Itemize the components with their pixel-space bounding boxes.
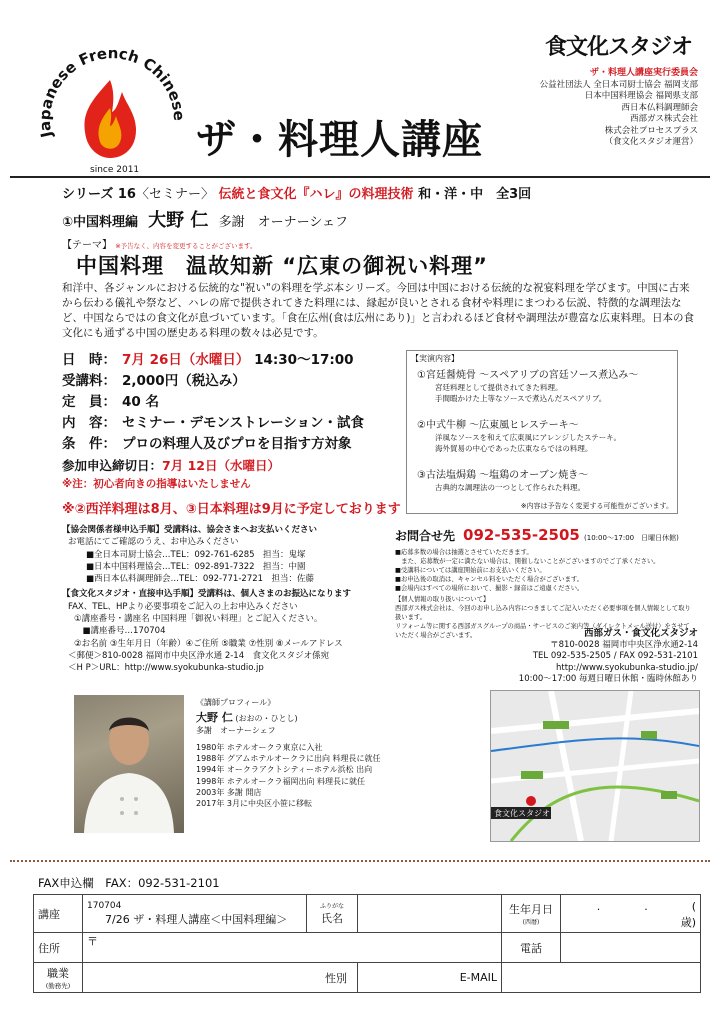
instructor-photo <box>74 695 184 833</box>
job-input[interactable] <box>83 963 358 993</box>
name-input[interactable] <box>358 895 502 933</box>
brand-logo: 食文化スタジオ <box>545 35 693 60</box>
profile-history: 1980年 ホテルオークラ東京に入社 1988年 グアムホテルオークラに出向 料理長に就任 1994年 オークラアクトシティーホテル浜松 出向 1998年 ホテルオークラ福岡出向 料理長に就任 2003年 多謝 開店 2017年 3月に中央区小笹に移転 <box>196 742 381 809</box>
email-label: E-MAIL <box>459 971 497 984</box>
menu-item: ①宮廷醤焼骨 〜スペアリブの宮廷ソース煮込み〜 宮廷料理として提供されてきた料理。 手間暇かけた上等なソースで煮込んだスペアリブ。 <box>417 370 639 403</box>
birth-input[interactable]: . . ( 歳) <box>561 895 701 933</box>
organizer-line: 公益社団法人 全日本司厨士協会 福岡支部 <box>539 79 698 90</box>
event-logo <box>30 40 190 180</box>
venue-url[interactable]: http://www.syokubunka-studio.jp/ <box>555 662 698 673</box>
address-input[interactable]: 〒 <box>83 933 502 963</box>
venue-info: 西部ガス・食文化スタジオ 〒810-0028 福岡市中央区浄水通2-14 TEL 092-535-2505 / FAX 092-531-2101 http://www.syokubunka-studio.jp/ 10:00〜17:00 毎週日曜日休館・臨時休館あり <box>470 628 698 686</box>
page-title: ザ・料理人講座 <box>196 116 483 163</box>
detail-note: ※注：初心者向きの指導はいたしません <box>62 478 251 490</box>
detail-content: 内 容： セミナー・デモンストレーション・試食 <box>62 415 365 431</box>
chapter-label: ①中国料理編 <box>62 215 139 230</box>
map-venue-label: 食文化スタジオ <box>494 809 550 818</box>
instructor-profile: 《講師プロフィール》 大野 仁 (おおの・ひとし) 多謝 オーナーシェフ 1980年 ホテルオークラ東京に入社 1988年 グアムホテルオークラに出向 料理長に就任 1994年 オークラアクトシティーホテル浜松 出向 1998年 ホテルオークラ福岡出向 料理長に就任 2003年 多謝 開店 2017年 3月に中央区小笹に移転 <box>196 697 456 810</box>
chapter-line <box>62 206 348 232</box>
contact-header: お問合せ先 092-535-2505 (10:00〜17:00 日曜日休館) <box>395 526 679 544</box>
menu-heading: 【実演内容】 <box>411 354 459 363</box>
logo-since: since 2011 <box>90 165 140 175</box>
instructor-role: 多謝 オーナーシェフ <box>218 215 349 230</box>
logo-arc-text: Japanese French Chinese <box>35 44 189 140</box>
detail-condition: 条 件： プロの料理人及びプロを目指す方対象 <box>62 436 352 452</box>
address-label: 住所 <box>34 933 83 963</box>
gender-label: 性別 <box>325 971 347 985</box>
fax-header: FAX申込欄 FAX：092-531-2101 <box>38 876 220 890</box>
profile-name: 大野 仁 <box>196 711 233 725</box>
menu-item: ②中式牛柳 〜広東風ヒレステーキ〜 洋風なソースを和えて広東風にアレンジしたステーキ。 海外貿易の中心であった広東ならではの料理。 <box>417 420 621 453</box>
series-number: シリーズ 16 <box>62 187 136 202</box>
series-kind: 〈セミナー〉 <box>135 187 214 202</box>
theme-tag <box>62 236 256 251</box>
phone-input[interactable] <box>561 933 701 963</box>
course-field: 170704 7/26 ザ・料理人講座＜中国料理編＞ <box>83 895 307 933</box>
event-details <box>62 350 402 492</box>
divider <box>10 176 710 178</box>
phone-label: 電話 <box>502 933 561 963</box>
menu-item: ③古法塩焗鶏 〜塩鶏のオーブン焼き〜 古典的な調理法の一つとして作られた料理。 <box>417 470 589 492</box>
email-input[interactable] <box>502 963 701 993</box>
venue-marker-icon <box>526 796 536 806</box>
organizer-block <box>480 68 698 149</box>
contact-phone[interactable]: 092-535-2505 <box>463 526 580 544</box>
contact-notes: ■応募多数の場合は抽選とさせていただきます。 また、応募数が一定に満たない場合は、開催しないことがございますのでご了承ください。 ■受講料については講座開始前にお支払いください。 ■お申込後の取消は、キャンセル料をいただく場合がございます。 ■会場内はすべての場所において、撮影・録音はご遠慮ください。 【個人情報の取り扱いについて】 西部ガス株式会社は、今回のお申し込み内容につきましてご記入いただく必要事項を個人情報として取り扱います。 リフォーム等に関する西部ガスグループの商品・サービスのご案内等（ダイレクトメール送付）をさせていただく場合がございます。 <box>395 549 691 639</box>
fax-application-form <box>33 894 718 993</box>
gender-input[interactable] <box>358 963 502 993</box>
intro-text: 和洋中、各ジャンルにおける伝統的な"祝い"の料理を学ぶ本シリーズ。今回は中国における伝統的な祝宴料理を学びます。中国に古来から伝わる儀礼や祭など、ハレの席で提供されてきた料理には、縁起が良いとされる食材や料理にまつわる伝説、特徴的な調理法など、中国ならではの食文化が息づいています。「食在広州(食は広州にあり)」と言われるほど食材や調理法が豊富な広東料理。日本の食文化にも通ずる中国の歴史ある料理の数々は必見です。 <box>62 282 694 339</box>
organizer-line: 日本中国料理協会 福岡県支部 <box>584 91 698 101</box>
detail-deadline: 参加申込締切日：7月 12日（水曜日） <box>62 458 280 473</box>
birth-label-cell: 生年月日 (西暦) <box>502 895 561 933</box>
detail-date: 日 時： 7月 26日（水曜日） 14:30〜17:00 <box>62 352 354 368</box>
name-label-cell: ふりがな 氏名 <box>307 895 358 933</box>
theme-note: ※予告なく、内容を変更することがございます。 <box>115 242 257 250</box>
schedule-caution: ※②西洋料理は8月、③日本料理は9月に予定しております <box>62 502 401 517</box>
organizer-line: （食文化スタジオ運営） <box>604 137 698 147</box>
detail-fee: 受講料： 2,000円（税込み） <box>62 373 246 389</box>
application-instructions: 【協会関係者様申込手順】受講料は、協会さまへお支払いください お電話にてご確認のうえ、お申込みください ■全日本司厨士協会…TEL：092-761-6285 担当：鬼塚 ■日本中国料理協会…TEL：092-891-7322 担当：中園 ■西日本仏料調理師会…TEL：092-771-2721 担当：佐藤 【食文化スタジオ・直接申込手順】受講料は、個人さまのお振込になります FAX、TEL、HPより必要事項をご記入の上お申込みください ①講座番号・講座名 中国料理「御祝い料理」とご記入ください。 ■講座番号…170704 ②お名前 ③生年月日（年齢）④ご住所 ⑤職業 ⑦性別 ⑧メールアドレス ＜郵便＞810-0028 福岡市中央区浄水通 2-14 食文化スタジオ係宛 ＜H P＞URL：http://www.syokubunka-studio.jp <box>62 524 392 675</box>
course-label: 講座 <box>34 895 83 933</box>
organizer-line: 西日本仏料調理師会 <box>621 102 698 113</box>
organizer-line: 株式会社プロセスプラス <box>604 125 698 136</box>
organizer-heading: ザ・料理人講座実行委員会 <box>589 68 698 78</box>
venue-map <box>490 690 700 842</box>
instructor-name: 大野 仁 <box>148 210 209 231</box>
menu-box <box>406 350 678 514</box>
cut-line <box>10 860 710 862</box>
theme-label: 【テーマ】 <box>62 240 112 251</box>
theme-title: 中国料理 温故知新 “広東の御祝い料理” <box>76 254 488 278</box>
series-genre: 和・洋・中 全3回 <box>418 187 532 202</box>
menu-note: ※内容は予告なく変更する可能性がございます。 <box>520 502 673 510</box>
series-line <box>62 183 531 202</box>
series-topic: 伝統と食文化『ハレ』の料理技術 <box>218 187 414 202</box>
studio-url[interactable]: ＜H P＞URL：http://www.syokubunka-studio.jp <box>68 663 264 674</box>
organizer-line: 西部ガス株式会社 <box>629 114 698 124</box>
job-label-cell: 職業 (勤務先) <box>34 963 83 993</box>
detail-capacity: 定 員： 40 名 <box>62 394 159 410</box>
